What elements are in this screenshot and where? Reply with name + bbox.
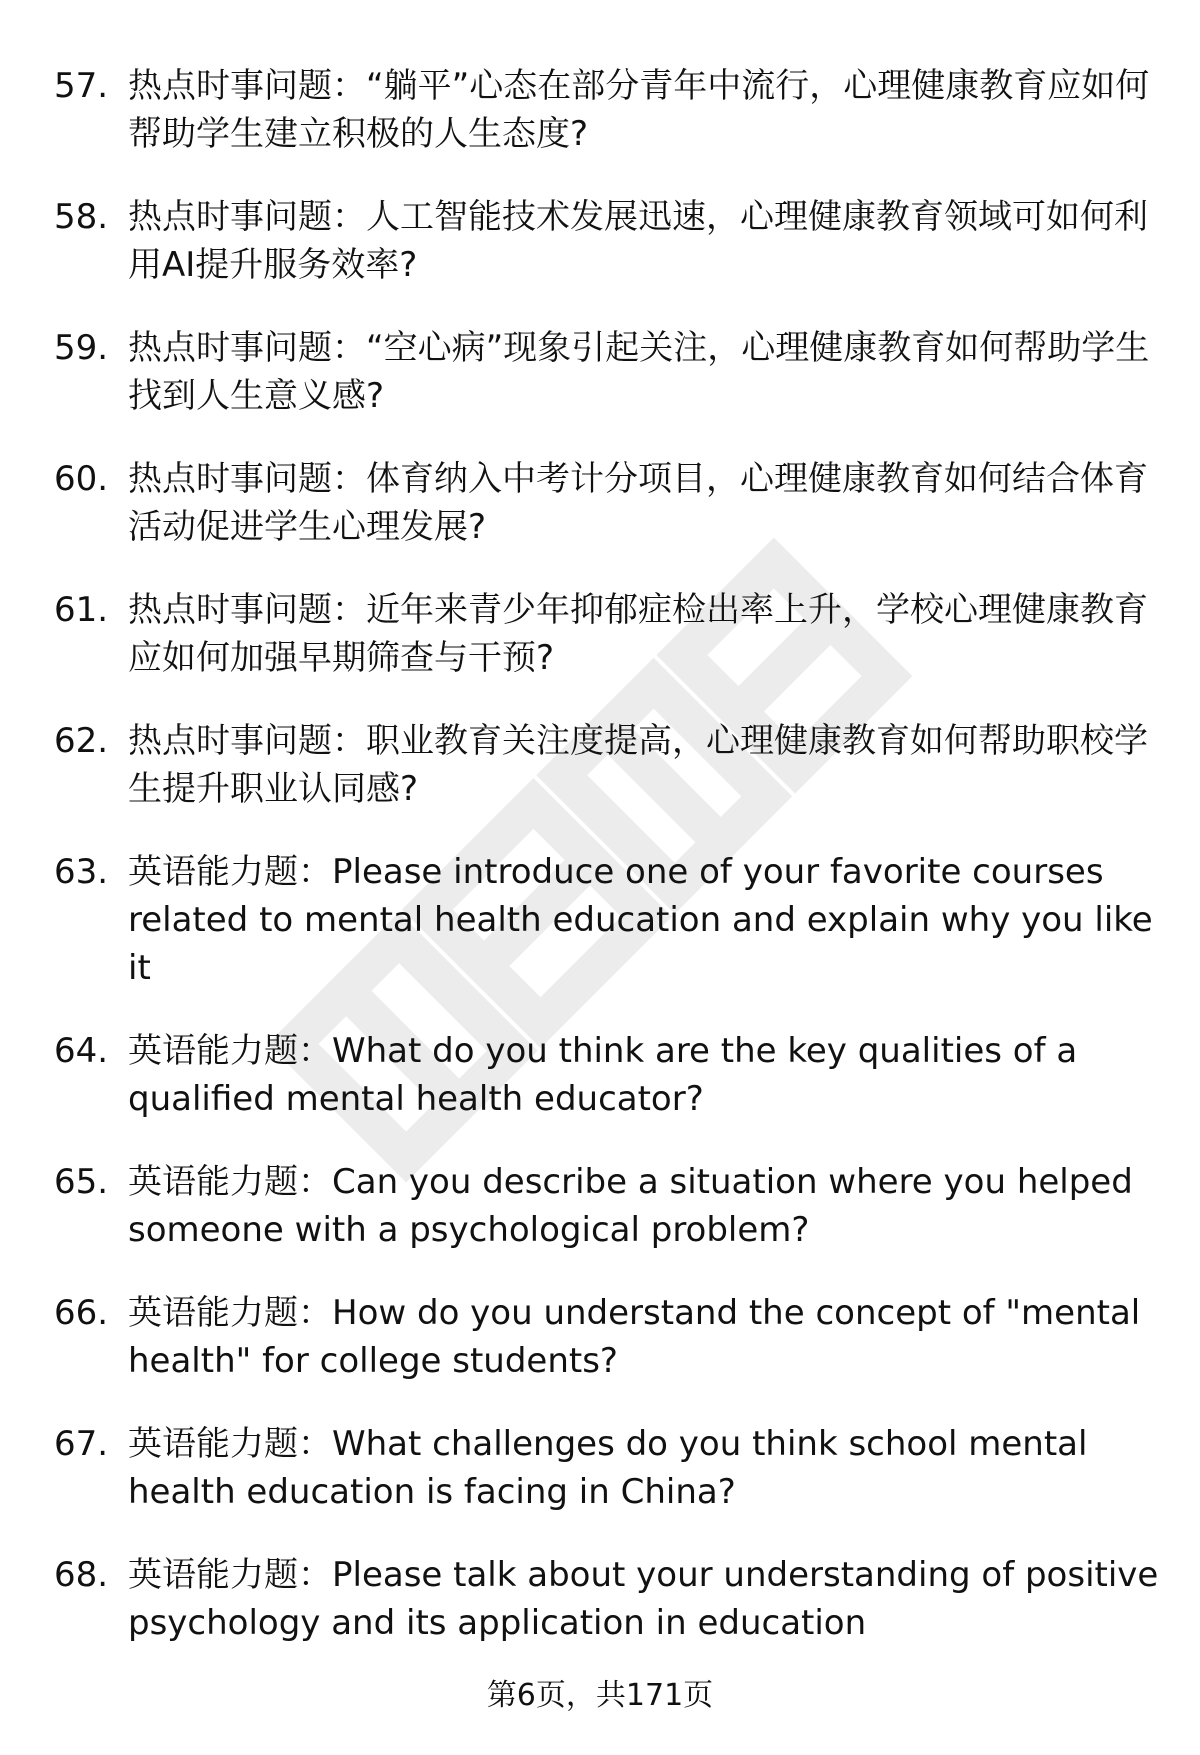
question-number: 64. xyxy=(54,1031,109,1071)
question-text: 英语能力题：Can you describe a situation where you helped someone with a psychological problem? xyxy=(128,1162,1133,1250)
question-item xyxy=(54,848,1164,992)
question-item xyxy=(54,1551,1164,1647)
question-text: 热点时事问题：人工智能技术发展迅速，心理健康教育领域可如何利用AI提升服务效率? xyxy=(128,197,1148,285)
question-number: 59. xyxy=(54,328,109,368)
question-item xyxy=(54,62,1164,158)
question-number: 65. xyxy=(54,1162,109,1202)
question-number: 57. xyxy=(54,66,109,106)
question-text: 热点时事问题：“空心病”现象引起关注，心理健康教育如何帮助学生找到人生意义感? xyxy=(128,328,1150,416)
question-number: 62. xyxy=(54,721,109,761)
question-item xyxy=(54,717,1164,813)
question-text: 英语能力题：Please talk about your understanding of positive psychology and its application in education xyxy=(128,1555,1159,1643)
question-number: 61. xyxy=(54,590,109,630)
question-text: 英语能力题：What do you think are the key qualities of a qualified mental health educator? xyxy=(128,1031,1078,1119)
question-number: 60. xyxy=(54,459,109,499)
question-number: 66. xyxy=(54,1293,109,1333)
page-footer: 第6页，共171页 xyxy=(486,1678,714,1713)
question-item xyxy=(54,1420,1164,1516)
question-item xyxy=(54,455,1164,551)
question-item xyxy=(54,1158,1164,1254)
question-item xyxy=(54,586,1164,682)
question-text: 热点时事问题：体育纳入中考计分项目，心理健康教育如何结合体育活动促进学生心理发展? xyxy=(128,459,1148,547)
question-item xyxy=(54,1027,1164,1123)
question-item xyxy=(54,193,1164,289)
question-text: 热点时事问题：“躺平”心态在部分青年中流行，心理健康教育应如何帮助学生建立积极的人生态度? xyxy=(128,66,1150,154)
question-list xyxy=(54,62,1164,1682)
question-text: 英语能力题：What challenges do you think school mental health education is facing in China? xyxy=(128,1424,1088,1512)
question-number: 63. xyxy=(54,852,109,892)
question-number: 68. xyxy=(54,1555,109,1595)
question-text: 英语能力题：How do you understand the concept of "mental health" for college students? xyxy=(128,1293,1141,1381)
question-item xyxy=(54,1289,1164,1385)
question-text: 热点时事问题：近年来青少年抑郁症检出率上升，学校心理健康教育应如何加强早期筛查与干预? xyxy=(128,590,1148,678)
question-item xyxy=(54,324,1164,420)
question-text: 热点时事问题：职业教育关注度提高，心理健康教育如何帮助职校学生提升职业认同感? xyxy=(128,721,1148,809)
question-text: 英语能力题：Please introduce one of your favorite courses related to mental health education and explain why you like it xyxy=(128,852,1153,988)
question-number: 58. xyxy=(54,197,109,237)
question-number: 67. xyxy=(54,1424,109,1464)
